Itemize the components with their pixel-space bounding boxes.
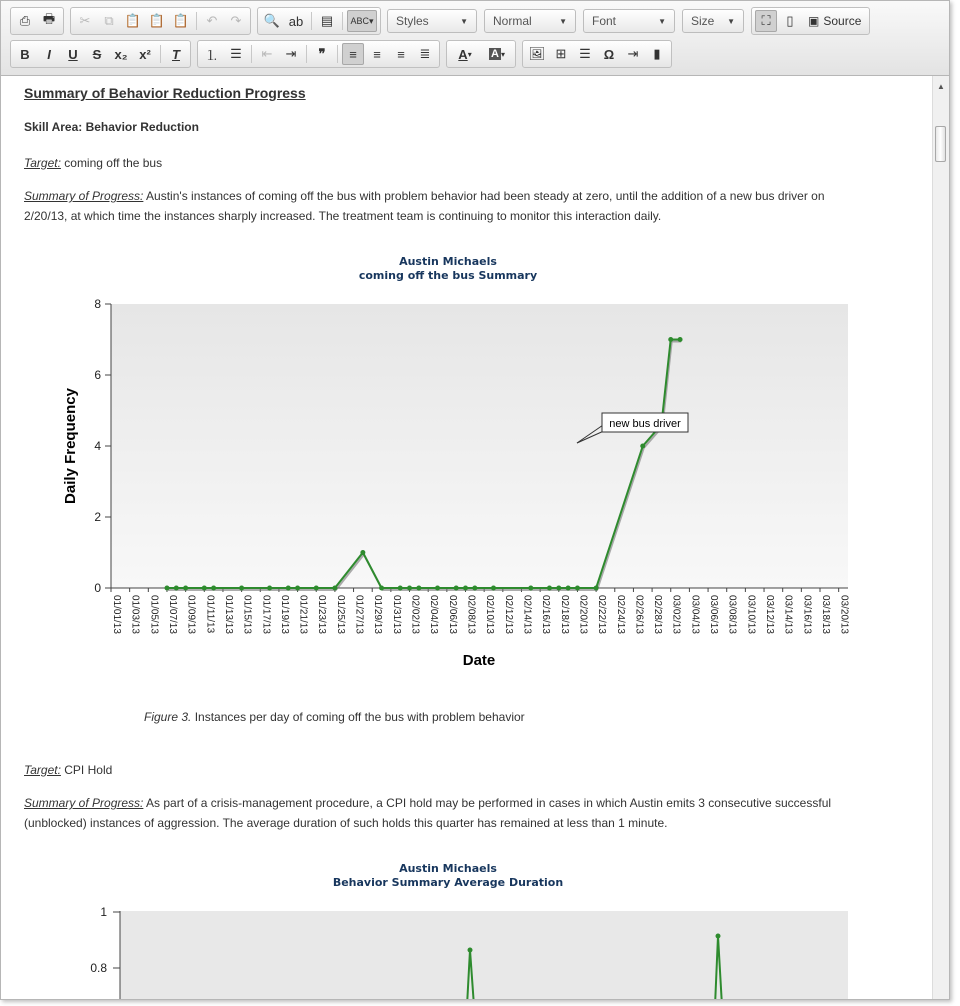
figure-caption-text: Instances per day of coming off the bus with problem behavior: [194, 710, 525, 724]
toolbar-row-2: [10, 41, 678, 67]
styles-label: Styles: [396, 14, 429, 28]
indent-icon[interactable]: ⇥: [285, 46, 297, 61]
data-point: [435, 586, 440, 591]
chart-subtitle: Behavior Summary Average Duration: [332, 876, 564, 889]
data-point: [547, 586, 552, 591]
paragraph-group: [197, 40, 440, 68]
x-tick-label: 01/31/13: [390, 595, 402, 634]
y-tick-label: 2: [94, 510, 101, 524]
spellcheck-icon[interactable]: ABC▾: [347, 10, 377, 32]
y-ticks: [94, 297, 111, 595]
data-point: [174, 586, 179, 591]
blockquote-icon[interactable]: ❞: [318, 46, 326, 61]
styles-combo[interactable]: [387, 9, 477, 33]
data-point: [211, 586, 216, 591]
data-point: [164, 586, 169, 591]
size-combo[interactable]: [682, 9, 744, 33]
paste-icon[interactable]: 📋: [124, 13, 142, 28]
x-tick-label: 03/16/13: [801, 595, 813, 634]
progress-paragraph-1: [24, 189, 825, 203]
separator: [337, 45, 338, 63]
x-tick-label: 02/06/13: [446, 595, 458, 634]
x-tick-label: 03/10/13: [745, 595, 757, 634]
text-color-icon[interactable]: A ▾: [458, 46, 472, 62]
redo-icon[interactable]: ↷: [230, 13, 242, 28]
show-blocks-icon[interactable]: ▯: [786, 13, 794, 28]
format-combo[interactable]: [484, 9, 576, 33]
font-combo[interactable]: [583, 9, 675, 33]
select-all-icon[interactable]: ▤: [320, 13, 334, 28]
target-value: CPI Hold: [64, 763, 113, 777]
data-point: [332, 586, 337, 591]
x-tick-label: 02/24/13: [614, 595, 626, 634]
outdent-icon[interactable]: ⇤: [261, 46, 273, 61]
data-point: [472, 586, 477, 591]
editing-group: [257, 7, 381, 35]
data-point: [398, 586, 403, 591]
paste-text-icon[interactable]: 📋: [148, 13, 166, 28]
data-point: [454, 586, 459, 591]
bold-icon[interactable]: B: [20, 46, 30, 62]
scroll-up-icon[interactable]: ▲: [937, 82, 945, 91]
size-label: Size: [691, 14, 715, 28]
plot-area: [120, 911, 848, 999]
superscript-icon[interactable]: x²: [139, 46, 151, 62]
align-right-icon[interactable]: ≡: [397, 46, 405, 62]
chevron-down-icon: ▼: [658, 16, 666, 26]
background-color-icon[interactable]: A ▾: [491, 48, 505, 60]
target-label: Target:: [24, 156, 61, 170]
source-icon: ▣: [808, 14, 820, 28]
horizontal-line-icon[interactable]: ☰: [579, 46, 591, 61]
target-label: Target:: [24, 763, 61, 777]
x-tick-label: 03/20/13: [838, 595, 850, 634]
data-point: [463, 586, 468, 591]
x-tick-label: 03/02/13: [670, 595, 682, 634]
target-line-1: [24, 156, 162, 170]
scrollbar-thumb[interactable]: [935, 126, 946, 162]
x-tick-label: 02/08/13: [465, 595, 477, 634]
format-label: Normal: [493, 14, 532, 28]
x-tick-label: 02/26/13: [633, 595, 645, 634]
data-point: [528, 586, 533, 591]
separator: [306, 45, 307, 63]
tools-group: [751, 7, 870, 35]
italic-icon[interactable]: I: [47, 46, 51, 62]
chart-1: [1, 246, 931, 686]
data-point: [286, 586, 291, 591]
bulleted-list-icon[interactable]: ☰: [230, 46, 242, 61]
x-tick-label: 01/21/13: [297, 595, 309, 634]
x-tick-label: 02/20/13: [577, 595, 589, 634]
preview-icon[interactable]: ⎙: [19, 13, 31, 28]
progress-text-line: 2/20/13, at which time the instances sharply increased. The treatment team is continuing to monitor this interaction daily.: [24, 209, 662, 223]
data-point: [575, 586, 580, 591]
data-point: [407, 586, 412, 591]
chevron-down-icon: ▼: [559, 16, 567, 26]
x-tick-label: 02/12/13: [502, 595, 514, 634]
data-point: [716, 934, 721, 939]
figure-caption-label: Figure 3.: [144, 710, 192, 724]
data-point: [668, 337, 673, 342]
x-tick-label: 01/27/13: [353, 595, 365, 634]
image-icon[interactable]: 🖼: [528, 46, 546, 61]
chevron-down-icon: ▼: [460, 16, 468, 26]
find-icon[interactable]: 🔍: [263, 13, 281, 28]
document-group: [10, 7, 64, 35]
progress-label: Summary of Progress:: [24, 189, 144, 203]
y-tick-label: 6: [94, 368, 101, 382]
y-tick-label: 0.8: [90, 961, 107, 975]
x-tick-label: 01/17/13: [260, 595, 272, 634]
x-tick-label: 03/08/13: [726, 595, 738, 634]
separator: [160, 45, 161, 63]
target-line-2: [24, 763, 112, 777]
chart-title: Austin Michaels: [399, 255, 497, 268]
basic-styles-group: [10, 40, 191, 68]
remove-format-icon[interactable]: T: [172, 46, 180, 62]
data-point: [379, 586, 384, 591]
x-tick-label: 02/02/13: [409, 595, 421, 634]
data-point: [183, 586, 188, 591]
table-icon[interactable]: ⊞: [555, 46, 567, 61]
x-ticks: [111, 588, 850, 634]
underline-icon[interactable]: U: [68, 46, 78, 62]
y-axis-label: Daily Frequency: [62, 388, 79, 504]
chart-title: Austin Michaels: [399, 862, 497, 875]
x-tick-label: 01/09/13: [185, 595, 197, 634]
page-title: Summary of Behavior Reduction Progress: [24, 85, 306, 101]
align-left-icon[interactable]: ≡: [342, 43, 364, 65]
vertical-scrollbar[interactable]: [932, 76, 949, 999]
cut-icon[interactable]: ✂: [79, 13, 91, 28]
data-point: [416, 586, 421, 591]
y-tick-label: 4: [94, 439, 101, 453]
progress-label: Summary of Progress:: [24, 796, 144, 810]
source-button[interactable]: [802, 14, 867, 28]
data-point: [360, 550, 365, 555]
x-tick-label: 01/03/13: [129, 595, 141, 634]
separator: [311, 12, 312, 30]
editor-content[interactable]: [1, 76, 933, 999]
insert-group: [522, 40, 672, 68]
page-break-icon[interactable]: ⇥: [627, 46, 639, 61]
align-center-icon[interactable]: ≡: [373, 46, 381, 62]
x-tick-label: 03/14/13: [782, 595, 794, 634]
special-char-icon[interactable]: Ω: [603, 46, 615, 62]
x-tick-label: 02/10/13: [484, 595, 496, 634]
figure-caption: [144, 710, 525, 724]
undo-icon[interactable]: ↶: [206, 13, 218, 28]
x-tick-label: 03/04/13: [689, 595, 701, 634]
separator: [251, 45, 252, 63]
chart-insert-icon[interactable]: ▮: [653, 46, 661, 61]
data-point: [491, 586, 496, 591]
chevron-down-icon: ▼: [727, 16, 735, 26]
x-tick-label: 02/04/13: [428, 595, 440, 634]
x-tick-label: 02/28/13: [652, 595, 664, 634]
plot-area: [111, 304, 848, 588]
x-tick-label: 01/23/13: [316, 595, 328, 634]
chart-subtitle: coming off the bus Summary: [358, 269, 538, 282]
data-point: [678, 337, 683, 342]
x-tick-label: 01/01/13: [111, 595, 122, 634]
replace-icon[interactable]: ab: [288, 13, 304, 29]
data-point: [594, 586, 599, 591]
annotation-label: new bus driver: [609, 418, 681, 430]
paste-word-icon[interactable]: 📋: [172, 13, 190, 28]
x-tick-label: 01/25/13: [334, 595, 346, 634]
data-point: [239, 586, 244, 591]
x-tick-label: 01/29/13: [372, 595, 384, 634]
separator: [342, 12, 343, 30]
x-tick-label: 01/13/13: [222, 595, 234, 634]
font-label: Font: [592, 14, 617, 28]
x-tick-label: 01/19/13: [278, 595, 290, 634]
x-tick-label: 01/15/13: [241, 595, 253, 634]
data-point: [640, 444, 645, 449]
x-tick-label: 02/22/13: [596, 595, 608, 634]
skill-area: Skill Area: Behavior Reduction: [24, 120, 199, 134]
progress-text-line: (unblocked) instances of aggression. The average duration of such holds this quarter has remained at less than 1 minute.: [24, 816, 668, 830]
editor-toolbar: [1, 1, 949, 76]
chart-2: [1, 856, 931, 999]
x-tick-label: 01/07/13: [166, 595, 178, 634]
y-tick-label: 8: [94, 297, 101, 311]
print-icon[interactable]: 🖶: [42, 11, 56, 26]
progress-text-line: As part of a crisis-management procedure, a CPI hold may be performed in cases in which Austin emits 3 consecutive successful: [146, 796, 832, 810]
separator: [196, 12, 197, 30]
y-tick-label: 1: [100, 905, 107, 919]
maximize-icon[interactable]: ⛶: [755, 10, 777, 32]
data-point: [566, 586, 571, 591]
x-tick-label: 02/18/13: [558, 595, 570, 634]
x-tick-label: 02/14/13: [521, 595, 533, 634]
data-point: [314, 586, 319, 591]
x-tick-label: 03/06/13: [708, 595, 720, 634]
data-point: [267, 586, 272, 591]
subscript-icon[interactable]: x₂: [114, 46, 128, 62]
data-point: [468, 948, 473, 953]
progress-paragraph-2: [24, 796, 831, 810]
toolbar-row-1: [10, 8, 876, 34]
x-tick-label: 01/11/13: [204, 595, 216, 634]
colors-group: [446, 40, 516, 68]
numbered-list-icon[interactable]: ⒈: [205, 47, 219, 63]
x-tick-label: 03/12/13: [764, 595, 776, 634]
copy-icon[interactable]: ⧉: [104, 13, 114, 28]
y-tick-label: 0: [94, 581, 101, 595]
data-point: [556, 586, 561, 591]
progress-text-line: Austin's instances of coming off the bus with problem behavior had been steady at zero, until the addition of a new bus driver on: [146, 189, 825, 203]
target-value: coming off the bus: [64, 156, 163, 170]
clipboard-group: [70, 7, 251, 35]
justify-icon[interactable]: ≣: [419, 46, 431, 61]
x-tick-label: 02/16/13: [540, 595, 552, 634]
x-tick-label: 03/18/13: [820, 595, 832, 634]
data-point: [202, 586, 207, 591]
strikethrough-icon[interactable]: S: [92, 46, 102, 62]
data-point: [295, 586, 300, 591]
x-axis-label: Date: [462, 652, 496, 669]
x-tick-label: 01/05/13: [148, 595, 160, 634]
source-label: Source: [823, 14, 862, 28]
